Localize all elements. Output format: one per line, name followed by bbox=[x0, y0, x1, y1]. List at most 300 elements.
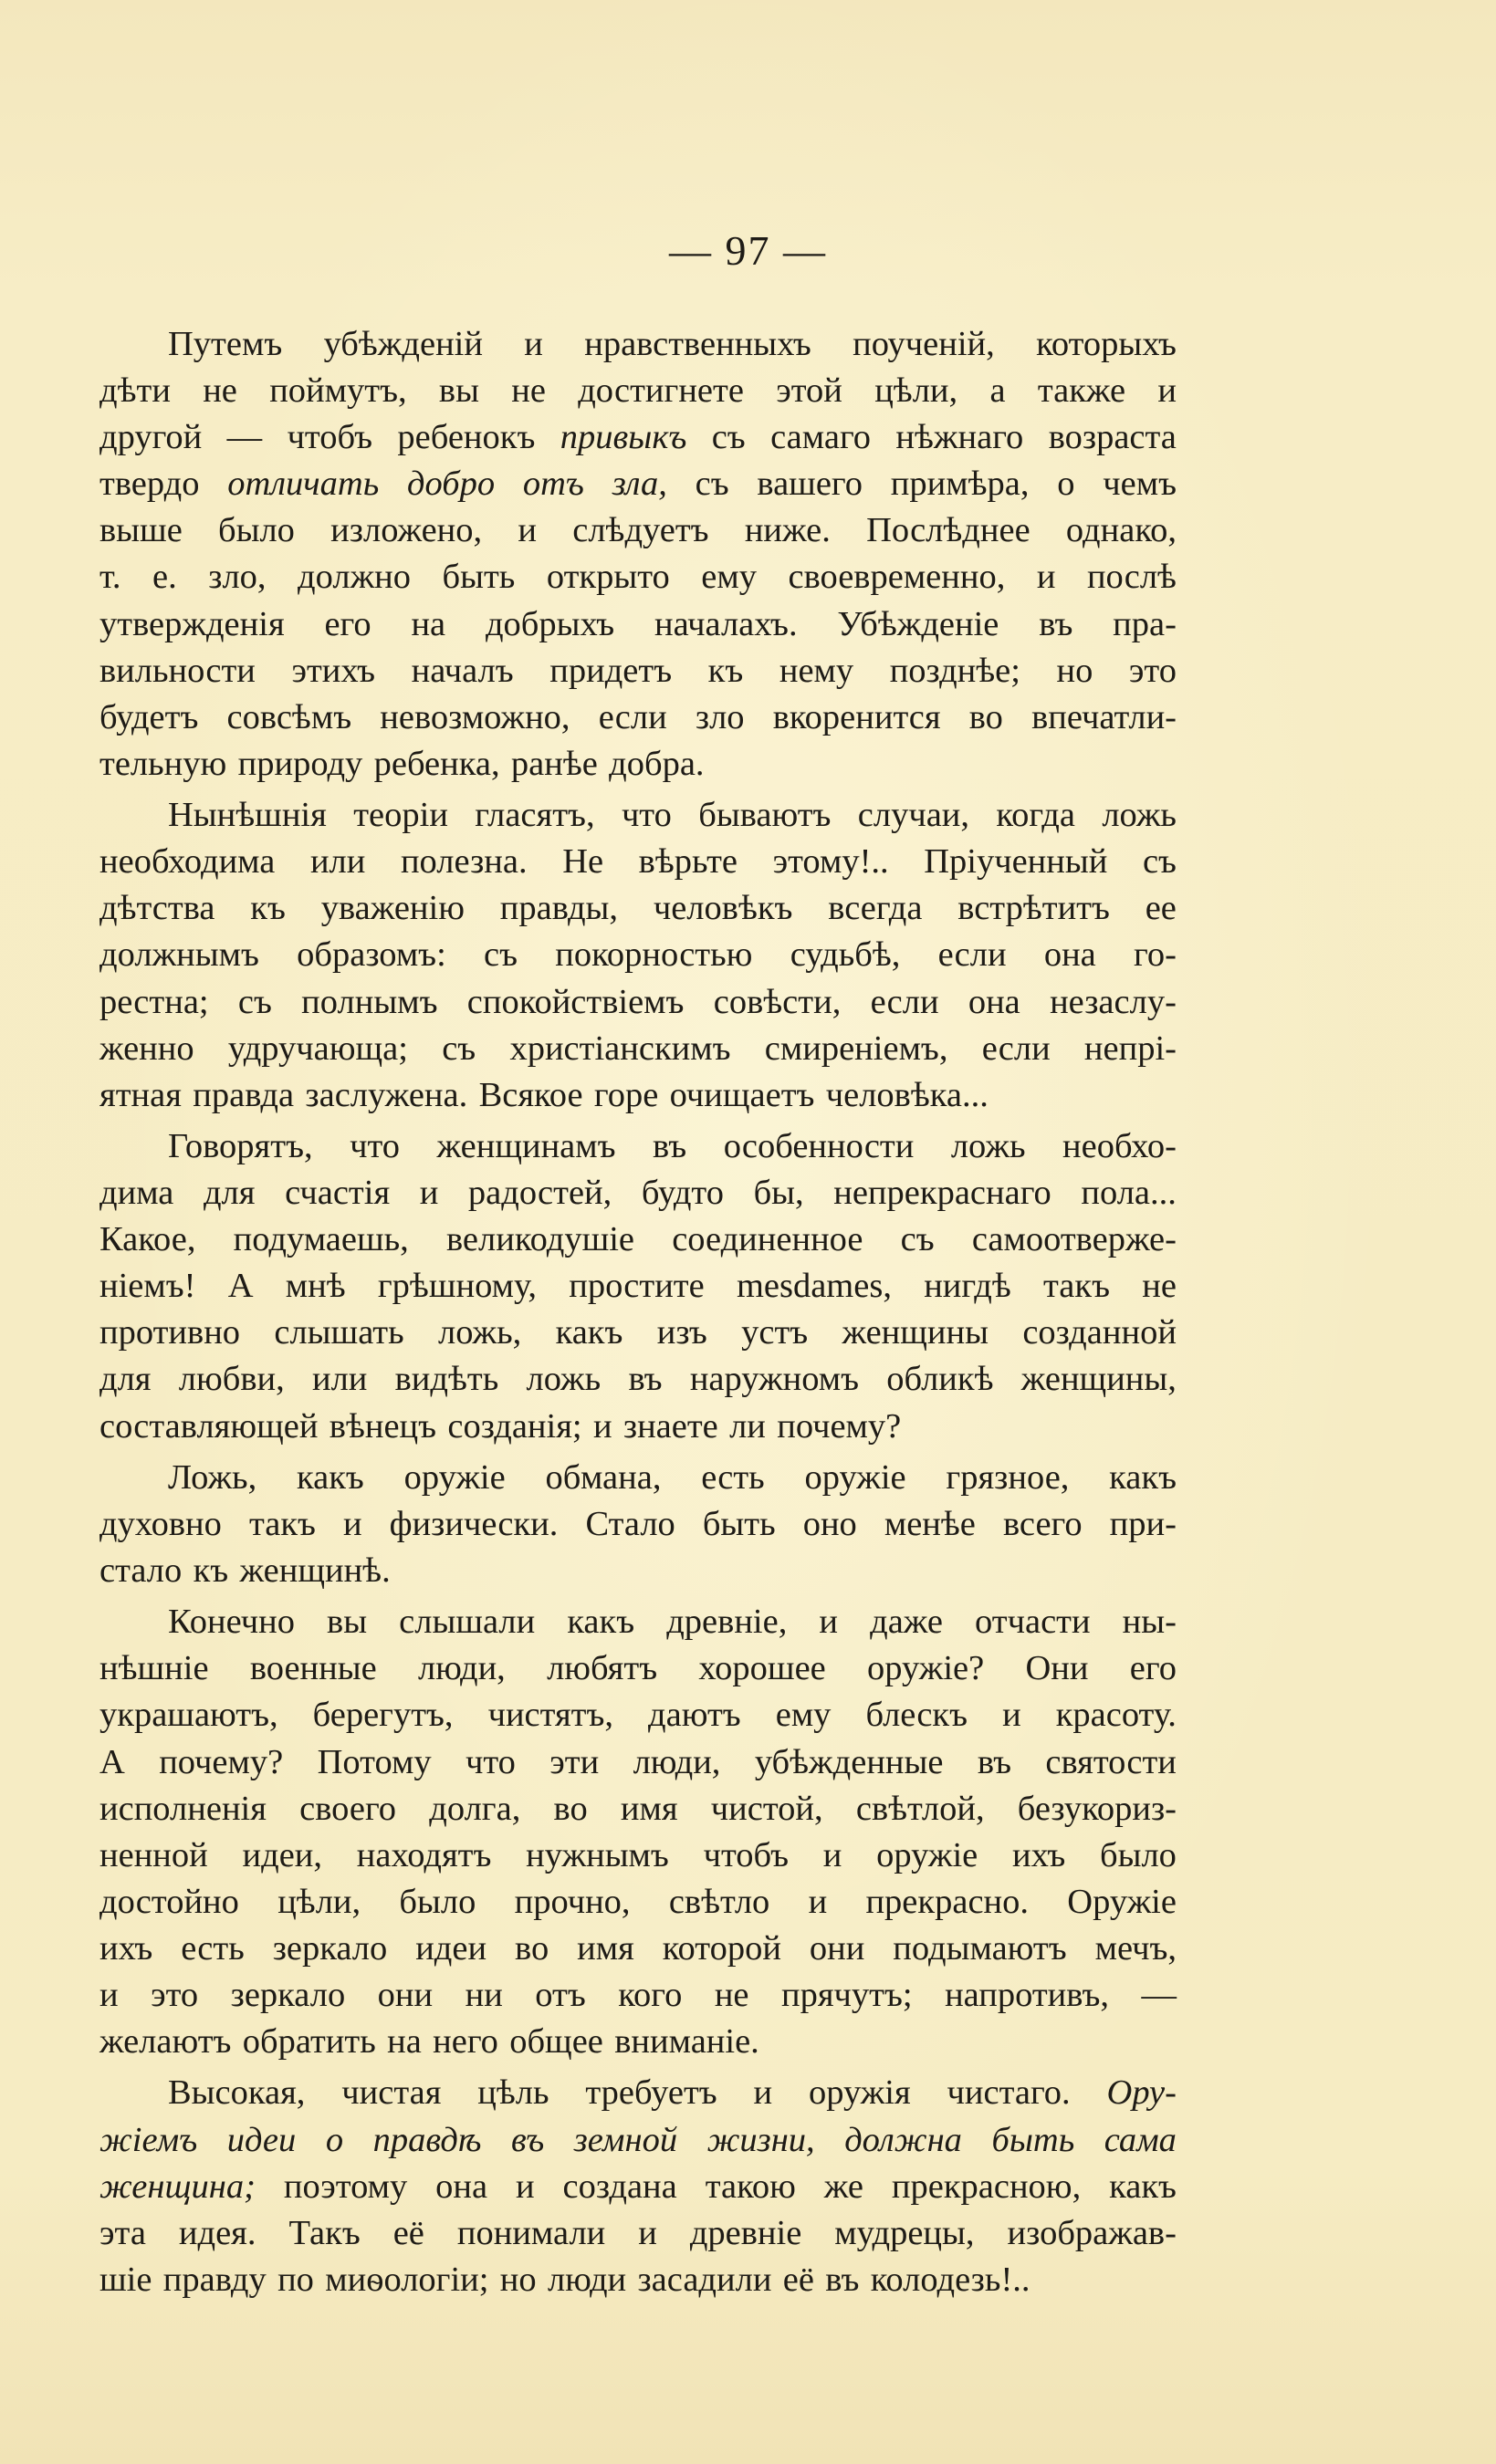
word: изложено, bbox=[330, 511, 483, 550]
word: полнымъ bbox=[301, 982, 438, 1021]
word: отчасти bbox=[975, 1603, 1091, 1642]
word: ніемъ! bbox=[99, 1267, 196, 1306]
word: обликѣ bbox=[886, 1360, 994, 1399]
word: въ bbox=[825, 2260, 860, 2299]
word: правдѣ bbox=[372, 2120, 482, 2159]
word: которыхъ bbox=[1036, 325, 1177, 363]
word: добро bbox=[407, 465, 496, 504]
word: такъ bbox=[1043, 1267, 1110, 1306]
word: Какое, bbox=[99, 1220, 196, 1259]
word: если bbox=[937, 935, 1007, 975]
text-line bbox=[99, 979, 1177, 1026]
word: и bbox=[753, 2073, 773, 2113]
word: къ bbox=[193, 1551, 229, 1590]
word: и bbox=[524, 325, 543, 363]
word: своего bbox=[299, 1789, 397, 1828]
word: радостей, bbox=[467, 1174, 612, 1213]
word: что bbox=[465, 1742, 516, 1781]
word: счастія bbox=[285, 1174, 391, 1213]
word: составляющей bbox=[99, 1406, 319, 1446]
word: правда bbox=[193, 1075, 295, 1114]
text-line bbox=[99, 1832, 1177, 1879]
word: христіанскимъ bbox=[509, 1028, 731, 1068]
word: Ору- bbox=[1106, 2073, 1177, 2113]
word: люди, bbox=[633, 1742, 721, 1781]
word: и bbox=[808, 1882, 828, 1921]
word: было bbox=[218, 511, 295, 550]
word: какъ bbox=[1109, 2166, 1177, 2206]
word: же bbox=[823, 2166, 863, 2206]
text-line bbox=[99, 2257, 1177, 2303]
text-line bbox=[99, 2117, 1177, 2164]
word: какъ bbox=[555, 1313, 623, 1352]
word: вѣнецъ bbox=[329, 1406, 437, 1446]
text-line bbox=[99, 792, 1177, 839]
word: должна bbox=[844, 2120, 962, 2159]
word: его bbox=[1129, 1649, 1177, 1688]
word: даже bbox=[870, 1603, 943, 1642]
word: началахъ. bbox=[654, 604, 798, 643]
word: Такъ bbox=[288, 2213, 361, 2252]
word: цѣли, bbox=[277, 1882, 361, 1921]
text-line bbox=[99, 2210, 1177, 2257]
word: А bbox=[99, 1742, 125, 1781]
word: желаютъ bbox=[99, 2022, 232, 2062]
word: цѣль bbox=[477, 2073, 549, 2113]
word: незаслу- bbox=[1050, 982, 1177, 1021]
word: природу bbox=[237, 744, 363, 783]
word: всегда bbox=[828, 889, 923, 928]
word: было bbox=[1100, 1835, 1177, 1874]
word: сама bbox=[1104, 2120, 1177, 2159]
word: непрі- bbox=[1083, 1028, 1177, 1068]
word: mesdames, bbox=[736, 1267, 892, 1306]
word: началъ bbox=[411, 651, 514, 690]
page-number: — 97 — bbox=[669, 227, 827, 274]
word: прекрасно. bbox=[865, 1882, 1030, 1921]
text-line bbox=[99, 507, 1177, 554]
word: добра. bbox=[609, 744, 705, 783]
word: бы, bbox=[753, 1174, 804, 1213]
word: ребенка, bbox=[373, 744, 500, 783]
word: любви, bbox=[178, 1360, 285, 1399]
word: полезна. bbox=[400, 842, 528, 882]
word: чистой, bbox=[710, 1789, 823, 1828]
word: послѣ bbox=[1086, 558, 1177, 597]
word: Убѣжденіе bbox=[837, 604, 999, 643]
word: идеи, bbox=[242, 1835, 323, 1874]
word: удручающа; bbox=[227, 1028, 408, 1068]
word: святости bbox=[1045, 1742, 1177, 1781]
word: ятная bbox=[99, 1075, 182, 1114]
text-line bbox=[99, 1455, 1177, 1501]
word: для bbox=[203, 1174, 256, 1213]
word: съ bbox=[1142, 842, 1177, 882]
word: будто bbox=[641, 1174, 724, 1213]
text-line bbox=[99, 1926, 1177, 1972]
word: или bbox=[309, 842, 366, 882]
word: и bbox=[99, 1976, 119, 2015]
word: необходима bbox=[99, 842, 276, 882]
word: Нынѣшнія bbox=[168, 796, 327, 835]
word: е. bbox=[152, 558, 177, 597]
word: встрѣтитъ bbox=[957, 889, 1110, 928]
word: и bbox=[819, 1603, 839, 1642]
text-line bbox=[99, 1879, 1177, 1926]
word: жіемъ bbox=[99, 2120, 198, 2159]
word: ли bbox=[729, 1406, 766, 1446]
word: также bbox=[1037, 371, 1126, 411]
text-line bbox=[99, 1404, 1177, 1450]
word: нравственныхъ bbox=[584, 325, 811, 363]
word: понимали bbox=[456, 2213, 606, 2252]
word: нѣжнаго bbox=[895, 418, 1024, 457]
word: достойно bbox=[99, 1882, 239, 1921]
word: имя bbox=[577, 1928, 634, 1968]
word: его bbox=[324, 604, 371, 643]
word: чтобъ bbox=[703, 1835, 790, 1874]
word: этихъ bbox=[291, 651, 376, 690]
word: случаи, bbox=[857, 796, 970, 835]
word: военные bbox=[249, 1649, 377, 1688]
text-line bbox=[99, 741, 1177, 788]
word: отличать bbox=[227, 465, 380, 504]
word: зеркало bbox=[272, 1928, 388, 1968]
word: и bbox=[638, 2213, 657, 2252]
text-line bbox=[99, 1170, 1177, 1216]
word: человѣкъ bbox=[653, 889, 793, 928]
text-line bbox=[99, 1501, 1177, 1548]
word: украшаютъ, bbox=[99, 1696, 278, 1735]
word: съ bbox=[695, 465, 729, 504]
word: дима bbox=[99, 1174, 174, 1213]
word: въ bbox=[653, 1126, 687, 1165]
word: какъ bbox=[297, 1457, 364, 1497]
word: будетъ bbox=[99, 697, 199, 736]
word: земной bbox=[573, 2120, 678, 2159]
word: съ bbox=[442, 1028, 476, 1068]
word: её bbox=[782, 2260, 814, 2299]
word: идеи bbox=[415, 1928, 487, 1968]
word: и bbox=[342, 1504, 362, 1543]
word: оно bbox=[802, 1504, 857, 1543]
word: она bbox=[435, 2166, 488, 2206]
word: не bbox=[1142, 1267, 1177, 1306]
word: ны- bbox=[1122, 1603, 1177, 1642]
word: утвержденія bbox=[99, 604, 285, 643]
word: Высокая, bbox=[168, 2073, 306, 2113]
word: выше bbox=[99, 511, 183, 550]
word: женщины, bbox=[1020, 1360, 1177, 1399]
word: такою bbox=[705, 2166, 796, 2206]
word: по bbox=[277, 2260, 314, 2299]
word: смиреніемъ, bbox=[764, 1028, 948, 1068]
word: во bbox=[553, 1789, 588, 1828]
word: требуетъ bbox=[585, 2073, 717, 2113]
word: отъ bbox=[535, 1976, 586, 2015]
word: быть bbox=[702, 1504, 776, 1543]
text-line bbox=[99, 2070, 1177, 2116]
word: женщины bbox=[842, 1313, 989, 1352]
word: оружіе bbox=[403, 1457, 506, 1497]
word: когда bbox=[996, 796, 1075, 835]
word: самаго bbox=[770, 418, 872, 457]
word: идеи bbox=[226, 2120, 297, 2159]
word: и bbox=[1157, 371, 1177, 411]
word: знаете bbox=[622, 1406, 718, 1446]
word: идея. bbox=[178, 2213, 256, 2252]
text-line bbox=[99, 321, 1177, 368]
text-line bbox=[99, 554, 1177, 600]
word: не bbox=[511, 371, 546, 411]
word: зеркало bbox=[230, 1976, 346, 2015]
word: общее bbox=[509, 2022, 603, 2062]
word: они bbox=[377, 1976, 434, 2015]
word: миѳологіи; bbox=[325, 2260, 489, 2299]
word: въ bbox=[628, 1360, 663, 1399]
word: имя bbox=[620, 1789, 678, 1828]
word: долга, bbox=[429, 1789, 521, 1828]
word: изображав- bbox=[1007, 2213, 1177, 2252]
text-line bbox=[99, 1972, 1177, 2019]
word: великодушіе bbox=[445, 1220, 635, 1259]
word: невозможно, bbox=[380, 697, 570, 736]
word: но bbox=[499, 2260, 537, 2299]
word: духовно bbox=[99, 1504, 222, 1543]
word: судьбѣ, bbox=[790, 935, 901, 975]
word: берегутъ, bbox=[312, 1696, 454, 1735]
word: всего bbox=[1002, 1504, 1083, 1543]
word: гласятъ, bbox=[475, 796, 595, 835]
word: на bbox=[411, 604, 446, 643]
text-line bbox=[99, 1548, 1177, 1594]
word: мечъ, bbox=[1094, 1928, 1177, 1968]
word: съ bbox=[484, 935, 518, 975]
word: почему? bbox=[159, 1742, 284, 1781]
word: это bbox=[1128, 651, 1177, 690]
word: добрыхъ bbox=[485, 604, 615, 643]
word: свѣтло bbox=[668, 1882, 770, 1921]
word: отъ bbox=[522, 465, 584, 504]
text-line bbox=[99, 1216, 1177, 1263]
word: дѣтства bbox=[99, 889, 215, 928]
word: самоотверже- bbox=[971, 1220, 1177, 1259]
word: уваженію bbox=[320, 889, 465, 928]
word: её bbox=[392, 2213, 424, 2252]
text-line bbox=[99, 839, 1177, 885]
word: въ bbox=[511, 2120, 545, 2159]
word: такъ bbox=[248, 1504, 316, 1543]
word: вниманіе. bbox=[614, 2022, 759, 2062]
word: они bbox=[809, 1928, 865, 1968]
word: засадили bbox=[637, 2260, 772, 2299]
word: возраста bbox=[1048, 418, 1177, 457]
word: оружіе? bbox=[867, 1649, 985, 1688]
word: подымаютъ bbox=[893, 1928, 1067, 1968]
word: нему bbox=[779, 651, 854, 690]
word: съ bbox=[900, 1220, 935, 1259]
word: свѣтлой, bbox=[855, 1789, 985, 1828]
word: слышали bbox=[399, 1603, 536, 1642]
word: ложь bbox=[950, 1126, 1026, 1165]
word: пола... bbox=[1081, 1174, 1177, 1213]
word: вкоренится bbox=[772, 697, 941, 736]
word: созданной bbox=[1022, 1313, 1177, 1352]
body-text bbox=[99, 321, 1177, 2303]
word: физически. bbox=[389, 1504, 559, 1543]
word: нигдѣ bbox=[924, 1267, 1011, 1306]
word: а bbox=[989, 371, 1006, 411]
text-line bbox=[99, 1072, 1177, 1119]
text-line bbox=[99, 885, 1177, 932]
word: зло, bbox=[208, 558, 267, 597]
word: — bbox=[226, 418, 263, 457]
word: къ bbox=[707, 651, 744, 690]
word: ложь, bbox=[437, 1313, 522, 1352]
word: шіе bbox=[99, 2260, 152, 2299]
word: него bbox=[433, 2022, 498, 2062]
word: жизни, bbox=[706, 2120, 815, 2159]
word: какъ bbox=[567, 1603, 635, 1642]
word: блескъ bbox=[865, 1696, 968, 1735]
text-line bbox=[99, 1356, 1177, 1403]
text-line bbox=[99, 2164, 1177, 2210]
word: подумаешь, bbox=[233, 1220, 409, 1259]
text-line bbox=[99, 694, 1177, 741]
word: и bbox=[518, 511, 537, 550]
text-line bbox=[99, 601, 1177, 648]
word: и bbox=[516, 2166, 535, 2206]
word: го- bbox=[1134, 935, 1177, 975]
word: вильности bbox=[99, 651, 256, 690]
word: есть bbox=[181, 1928, 245, 1968]
word: стало bbox=[99, 1551, 183, 1590]
word: ранѣе bbox=[510, 744, 598, 783]
word: Оружіе bbox=[1067, 1882, 1177, 1921]
word: въ bbox=[1039, 604, 1073, 643]
word: поэтому bbox=[283, 2166, 408, 2206]
word: Потому bbox=[317, 1742, 432, 1781]
word: пра- bbox=[1113, 604, 1177, 643]
word: было bbox=[399, 1882, 476, 1921]
word: есть bbox=[701, 1457, 765, 1497]
word: къ bbox=[250, 889, 286, 928]
word: и bbox=[1036, 558, 1056, 597]
word: рестна; bbox=[99, 982, 209, 1021]
word: бываютъ bbox=[698, 796, 832, 835]
word: древніе bbox=[689, 2213, 802, 2252]
word: люди, bbox=[417, 1649, 506, 1688]
word: Ложь, bbox=[168, 1457, 257, 1497]
word: кого bbox=[618, 1976, 683, 2015]
word: спокойствіемъ bbox=[466, 982, 685, 1021]
word: зло bbox=[695, 697, 745, 736]
word: другой bbox=[99, 418, 203, 457]
word: вы bbox=[438, 371, 479, 411]
word: эта bbox=[99, 2213, 146, 2252]
word: изъ bbox=[656, 1313, 707, 1352]
word: для bbox=[99, 1360, 152, 1399]
word: вѣрьте bbox=[638, 842, 738, 882]
text-line bbox=[99, 1310, 1177, 1356]
word: какъ bbox=[1109, 1457, 1177, 1497]
word: безукориз- bbox=[1017, 1789, 1177, 1828]
word: Конечно bbox=[168, 1603, 295, 1642]
word: цѣли, bbox=[874, 371, 958, 411]
word: Не bbox=[562, 842, 604, 882]
word: менѣе bbox=[884, 1504, 976, 1543]
word: Они bbox=[1025, 1649, 1089, 1688]
word: т. bbox=[99, 558, 121, 597]
word: прочно, bbox=[514, 1882, 631, 1921]
text-line bbox=[99, 1786, 1177, 1832]
word: ложь bbox=[526, 1360, 602, 1399]
word: древніе, bbox=[666, 1603, 788, 1642]
word: во bbox=[515, 1928, 549, 1968]
word: очищаетъ bbox=[669, 1075, 815, 1114]
word: исполненія bbox=[99, 1789, 267, 1828]
word: теоріи bbox=[353, 796, 448, 835]
word: чтобъ bbox=[287, 418, 373, 457]
word: дѣти bbox=[99, 371, 171, 411]
word: быть bbox=[991, 2120, 1075, 2159]
word: простите bbox=[569, 1267, 705, 1306]
word: А bbox=[227, 1267, 254, 1306]
word: соединенное bbox=[672, 1220, 863, 1259]
word: что bbox=[621, 796, 672, 835]
word: женщина; bbox=[99, 2166, 256, 2206]
word: человѣка... bbox=[825, 1075, 989, 1114]
word: колодезь!.. bbox=[870, 2260, 1030, 2299]
word: устъ bbox=[741, 1313, 809, 1352]
word: которой bbox=[662, 1928, 781, 1968]
text-line bbox=[99, 932, 1177, 978]
word: твердо bbox=[99, 465, 200, 504]
word: непрекраснаго bbox=[833, 1174, 1051, 1213]
word: Пріученный bbox=[924, 842, 1108, 882]
word: ложь bbox=[1102, 796, 1177, 835]
text-line bbox=[99, 461, 1177, 507]
word: но bbox=[1056, 651, 1093, 690]
word: напротивъ, bbox=[945, 1976, 1110, 2015]
word: горе bbox=[593, 1075, 659, 1114]
word: впечатли- bbox=[1031, 697, 1177, 736]
word: о bbox=[1057, 465, 1075, 504]
text-line bbox=[99, 1599, 1177, 1645]
word: поученій, bbox=[853, 325, 995, 363]
text-line bbox=[99, 414, 1177, 461]
word: ненной bbox=[99, 1835, 208, 1874]
word: оружіе bbox=[804, 1457, 906, 1497]
word: этому!.. bbox=[772, 842, 889, 882]
word: грѣшному, bbox=[377, 1267, 537, 1306]
word: наружномъ bbox=[689, 1360, 859, 1399]
word: Говорятъ, bbox=[168, 1126, 313, 1165]
word: мнѣ bbox=[285, 1267, 346, 1306]
word: позднѣе; bbox=[889, 651, 1020, 690]
word: ниже. bbox=[744, 511, 831, 550]
word: примѣра, bbox=[890, 465, 1030, 504]
word: придетъ bbox=[549, 651, 673, 690]
word: заслужена. bbox=[305, 1075, 468, 1114]
word: на bbox=[387, 2022, 422, 2062]
word: любятъ bbox=[547, 1649, 658, 1688]
word: о bbox=[325, 2120, 344, 2159]
word: она bbox=[1043, 935, 1096, 975]
word: оружія bbox=[808, 2073, 911, 2113]
text-line bbox=[99, 2019, 1177, 2065]
word: прячутъ; bbox=[780, 1976, 913, 2015]
